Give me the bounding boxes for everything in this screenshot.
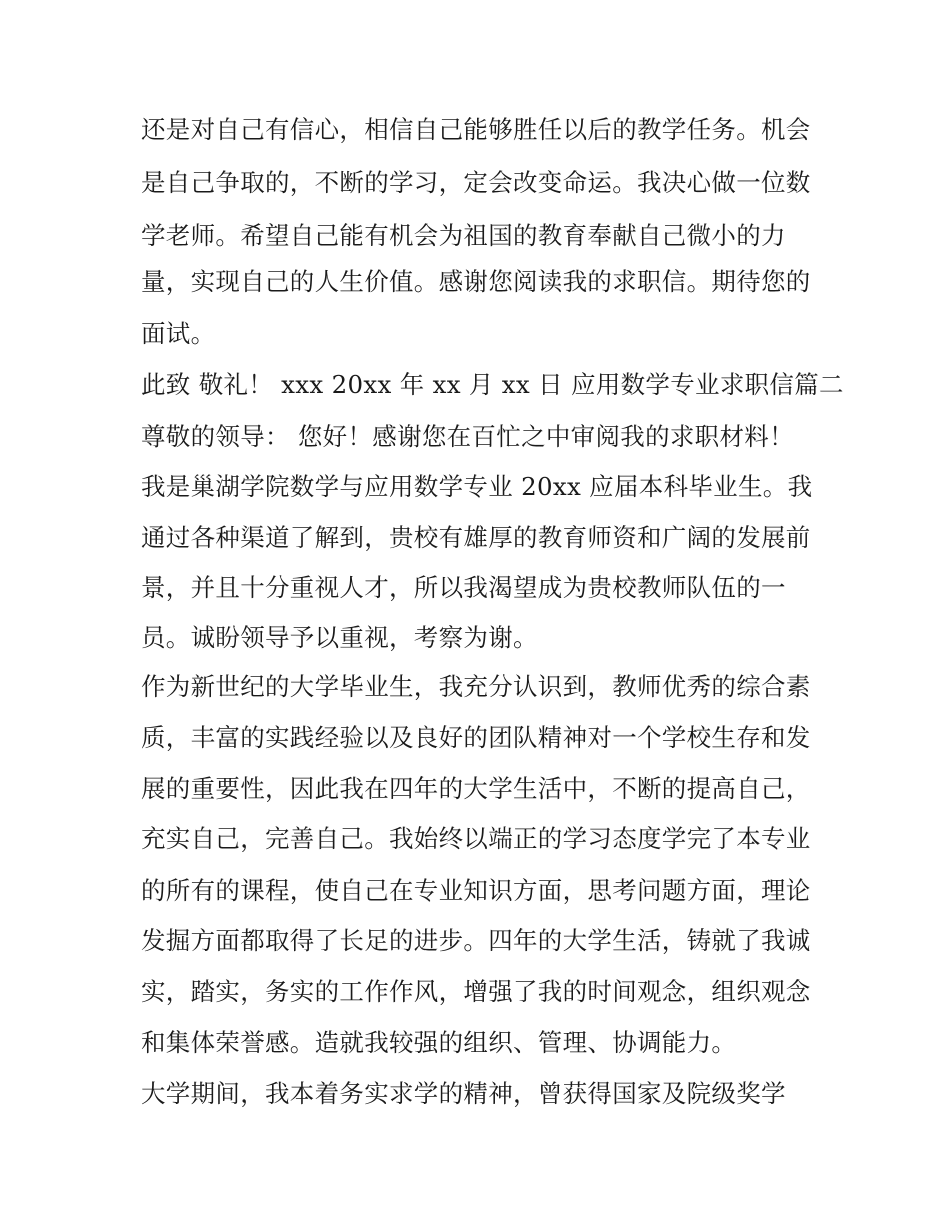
text-line: 是自己争取的，不断的学习，定会改变命运。我决心做一位数: [141, 168, 811, 197]
text-line: 和集体荣誉感。造就我较强的组织、管理、协调能力。: [141, 1028, 737, 1057]
text-line: 的所有的课程，使自己在专业知识方面，思考问题方面，理论: [141, 876, 811, 905]
text-line: 充实自己，完善自己。我始终以端正的学习态度学完了本专业: [141, 824, 811, 853]
text-line: 通过各种渠道了解到，贵校有雄厚的教育师资和广阔的发展前: [141, 523, 811, 552]
text-line: 实，踏实，务实的工作作风，增强了我的时间观念，组织观念: [141, 977, 811, 1006]
text-line: 景，并且十分重视人才，所以我渴望成为贵校教师队伍的一: [141, 573, 786, 602]
text-line: 学老师。希望自己能有机会为祖国的教育奉献自己微小的力: [141, 221, 786, 250]
text-line: 此致 敬礼！ xxx 20xx 年 xx 月 xx 日 应用数学专业求职信篇二: [141, 370, 844, 399]
text-line: 员。诚盼领导予以重视，考察为谢。: [141, 623, 538, 652]
text-line: 我是巢湖学院数学与应用数学专业 20xx 应届本科毕业生。我: [141, 472, 813, 501]
text-line: 还是对自己有信心，相信自己能够胜任以后的教学任务。机会: [141, 115, 811, 144]
text-line: 面试。: [141, 319, 216, 348]
text-line: 展的重要性，因此我在四年的大学生活中，不断的提高自己，: [141, 774, 811, 803]
text-line: 发掘方面都取得了长足的进步。四年的大学生活，铸就了我诚: [141, 926, 811, 955]
text-line: 尊敬的领导： 您好！感谢您在百忙之中审阅我的求职材料！: [141, 422, 794, 451]
text-line: 质，丰富的实践经验以及良好的团队精神对一个学校生存和发: [141, 723, 811, 752]
text-line: 作为新世纪的大学毕业生，我充分认识到，教师优秀的综合素: [141, 672, 811, 701]
text-line: 量，实现自己的人生价值。感谢您阅读我的求职信。期待您的: [141, 267, 811, 296]
text-line: 大学期间，我本着务实求学的精神，曾获得国家及院级奖学: [141, 1079, 786, 1108]
